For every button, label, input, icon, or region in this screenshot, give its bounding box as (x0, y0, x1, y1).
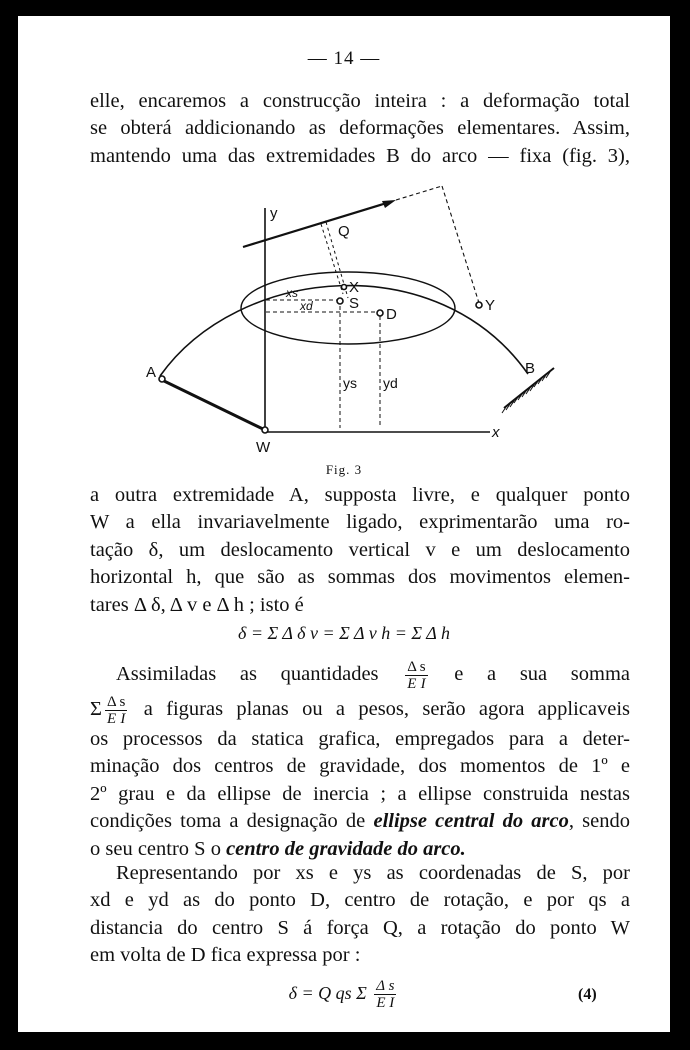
label-y-axis: y (270, 205, 278, 222)
link-a-w (162, 380, 265, 430)
label-xd: xd (300, 299, 313, 313)
label-x-axis: x (492, 424, 500, 441)
point-x (342, 285, 347, 290)
label-s: S (349, 295, 360, 312)
point-d (377, 310, 383, 316)
equation-sums: δ = Σ Δ δ v = Σ Δ v h = Σ Δ h (238, 623, 450, 643)
text-line: 2º grau e da ellipse de inercia ; a ellipse construida nestas (90, 782, 630, 805)
figure-caption: Fig. 3 (325, 462, 363, 477)
arch-curve (160, 286, 528, 376)
label-yd: yd (383, 375, 398, 391)
equation-number: (4) (578, 986, 597, 1003)
text-line: se obterá addicionando as deformações elementares. Assim, (90, 117, 630, 140)
figure-3-diagram (18, 16, 670, 456)
point-a (159, 376, 165, 382)
text-line: xd e yd as do ponto D, centro de rotação, e por qs a (90, 889, 630, 912)
page-number: — 14 — (307, 48, 381, 69)
text-line: condições toma a designação de ellipse central do arco, sendo (90, 810, 631, 833)
text-line: Σ $\frac{\text{Δ s}}{\text{E I}}$ a figuras planas ou a pesos, serão agora applicaveis (90, 693, 631, 727)
paragraph-rotation (90, 482, 630, 619)
fraction-ds-ei: $\frac{\text{Δ s}}{\text{E I}}$ (376, 978, 395, 1012)
text-line: mantendo uma das extremidades B do arco — fixa (fig. 3), (90, 144, 630, 167)
label-d: D (386, 306, 397, 323)
text-line: em volta de D fica expressa por : (90, 944, 361, 967)
text-line: minação dos centros de gravidade, dos momentos de 1º e (90, 755, 630, 778)
equation-4: δ = Q qs Σ $\frac{\text{Δ s}}{\text{E I}}$ (288, 978, 395, 1012)
text-line: elle, encaremos a construcção inteira : a deformação total (90, 90, 630, 112)
text-line: Assimiladas as quantidades $\frac{\text{Δ s}}{\text{E I}}$ e a sua somma (116, 658, 631, 692)
text-line: a outra extremidade A, supposta livre, e qualquer ponto (90, 484, 630, 506)
page (18, 16, 670, 1032)
text-line: Representando por xs e ys as coordenadas de S, por (116, 862, 630, 884)
label-xs: xs (286, 286, 298, 300)
label-w: W (256, 439, 271, 456)
point-s (337, 298, 343, 304)
text-line: distancia do centro S á força Q, a rotação do ponto W (90, 916, 630, 939)
text-line: os processos da statica grafica, empregados para a deter- (90, 728, 630, 750)
label-q: Q (338, 223, 350, 240)
label-ys: ys (343, 375, 357, 391)
label-b: B (525, 360, 536, 377)
force-q-extension (396, 186, 442, 200)
fraction-ds-ei: $\frac{\text{Δ s}}{\text{E I}}$ (407, 658, 426, 692)
paragraph-coordinates (90, 860, 630, 970)
text-line: horizontal h, que são as sommas dos movimentos elemen- (90, 566, 630, 589)
lever-to-y (442, 186, 479, 303)
paragraph-ellipse (90, 656, 630, 863)
label-a: A (146, 364, 157, 381)
point-y (476, 302, 482, 308)
text-line: o seu centro S o centro de gravidade do arco. (90, 837, 466, 860)
label-y-point: Y (485, 297, 496, 314)
label-x: X (349, 279, 360, 296)
text-line: tação δ, um deslocamento vertical v e um deslocamento (90, 538, 630, 561)
text-line: tares Δ δ, Δ v e Δ h ; isto é (90, 593, 304, 616)
text-line: W a ella invariavelmente ligado, exprimentarão uma ro- (90, 511, 630, 534)
force-q-arrow (382, 200, 396, 208)
fraction-ds-ei: $\frac{\text{Δ s}}{\text{E I}}$ (106, 693, 126, 727)
point-w (262, 427, 268, 433)
central-ellipse (241, 272, 455, 344)
